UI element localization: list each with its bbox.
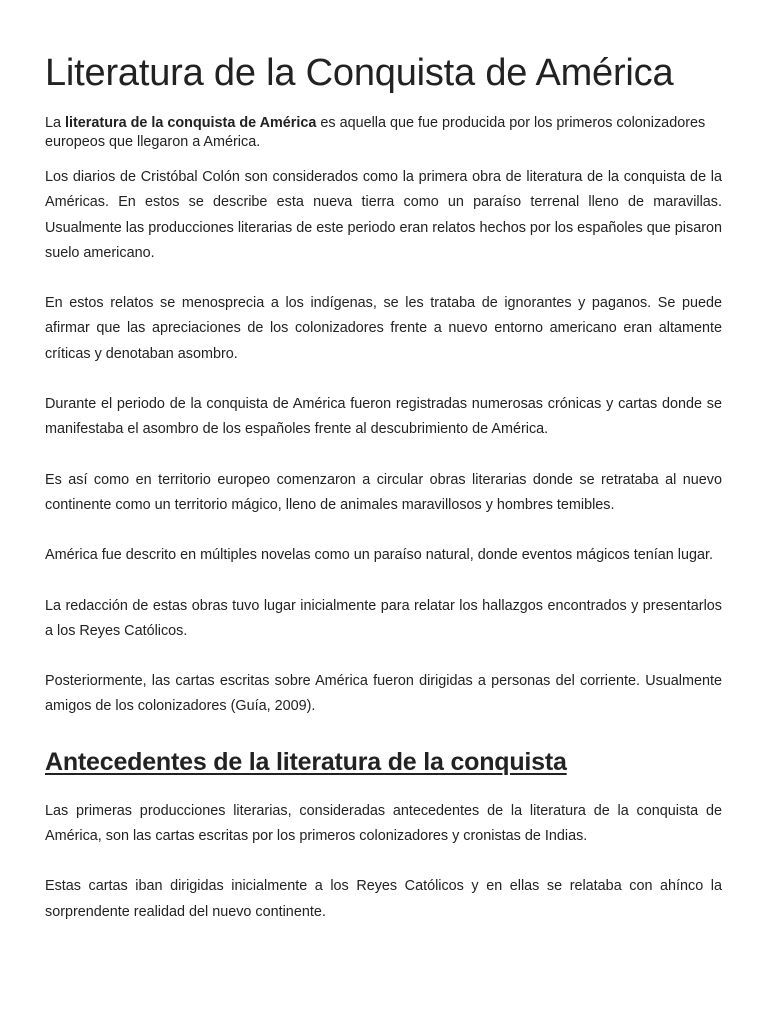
body-paragraph: Durante el periodo de la conquista de América fueron registradas numerosas crónicas y cartas donde se manifestaba el asombro de los españoles frente al descubrimiento de América.: [45, 396, 722, 438]
intro-paragraph: [45, 114, 722, 152]
section-heading: Antecedentes de la literatura de la conquista: [45, 747, 567, 776]
body-paragraph: En estos relatos se menosprecia a los indígenas, se les trataba de ignorantes y paganos. Se puede afirmar que las apreciaciones de los colonizadores frente a nuevo entorno americano eran altamente críticas y denotaban asombro.: [45, 295, 722, 362]
page-title: Literatura de la Conquista de América: [45, 52, 674, 94]
body-paragraph: La redacción de estas obras tuvo lugar inicialmente para relatar los hallazgos encontrados y presentarlos a los Reyes Católicos.: [45, 597, 722, 639]
body-paragraph: América fue descrito en múltiples novelas como un paraíso natural, donde eventos mágicos tenían lugar.: [45, 547, 713, 564]
body-paragraph: Es así como en territorio europeo comenzaron a circular obras literarias donde se retrataba al nuevo continente como un territorio mágico, lleno de animales maravillosos y hombres temibles.: [45, 471, 722, 513]
section-paragraph: Las primeras producciones literarias, consideradas antecedentes de la literatura de la conquista de América, son las cartas escritas por los primeros colonizadores y cronistas de Indias.: [45, 802, 722, 845]
intro-bold-term: literatura de la conquista de América: [65, 115, 317, 131]
intro-prefix: La: [45, 115, 66, 131]
body-paragraph: Posteriormente, las cartas escritas sobre América fueron dirigidas a personas del corriente. Usualmente amigos de los colonizadores (Guía, 2009).: [45, 673, 722, 715]
section-paragraph: Estas cartas iban dirigidas inicialmente a los Reyes Católicos y en ellas se relataba con ahínco la sorprendente realidad del nuevo continente.: [45, 878, 722, 920]
body-paragraph: Los diarios de Cristóbal Colón son considerados como la primera obra de literatura de la conquista de la Américas. En estos se describe esta nueva tierra como un paraíso terrenal lleno de maravillas. Usualmente las producciones literarias de este periodo eran relatos hechos por los españoles que pisaron suelo americano.: [45, 169, 722, 261]
intro-suffix: es aquella que fue producida por los primeros colonizadores europeos que llegaron a América.: [45, 115, 706, 150]
